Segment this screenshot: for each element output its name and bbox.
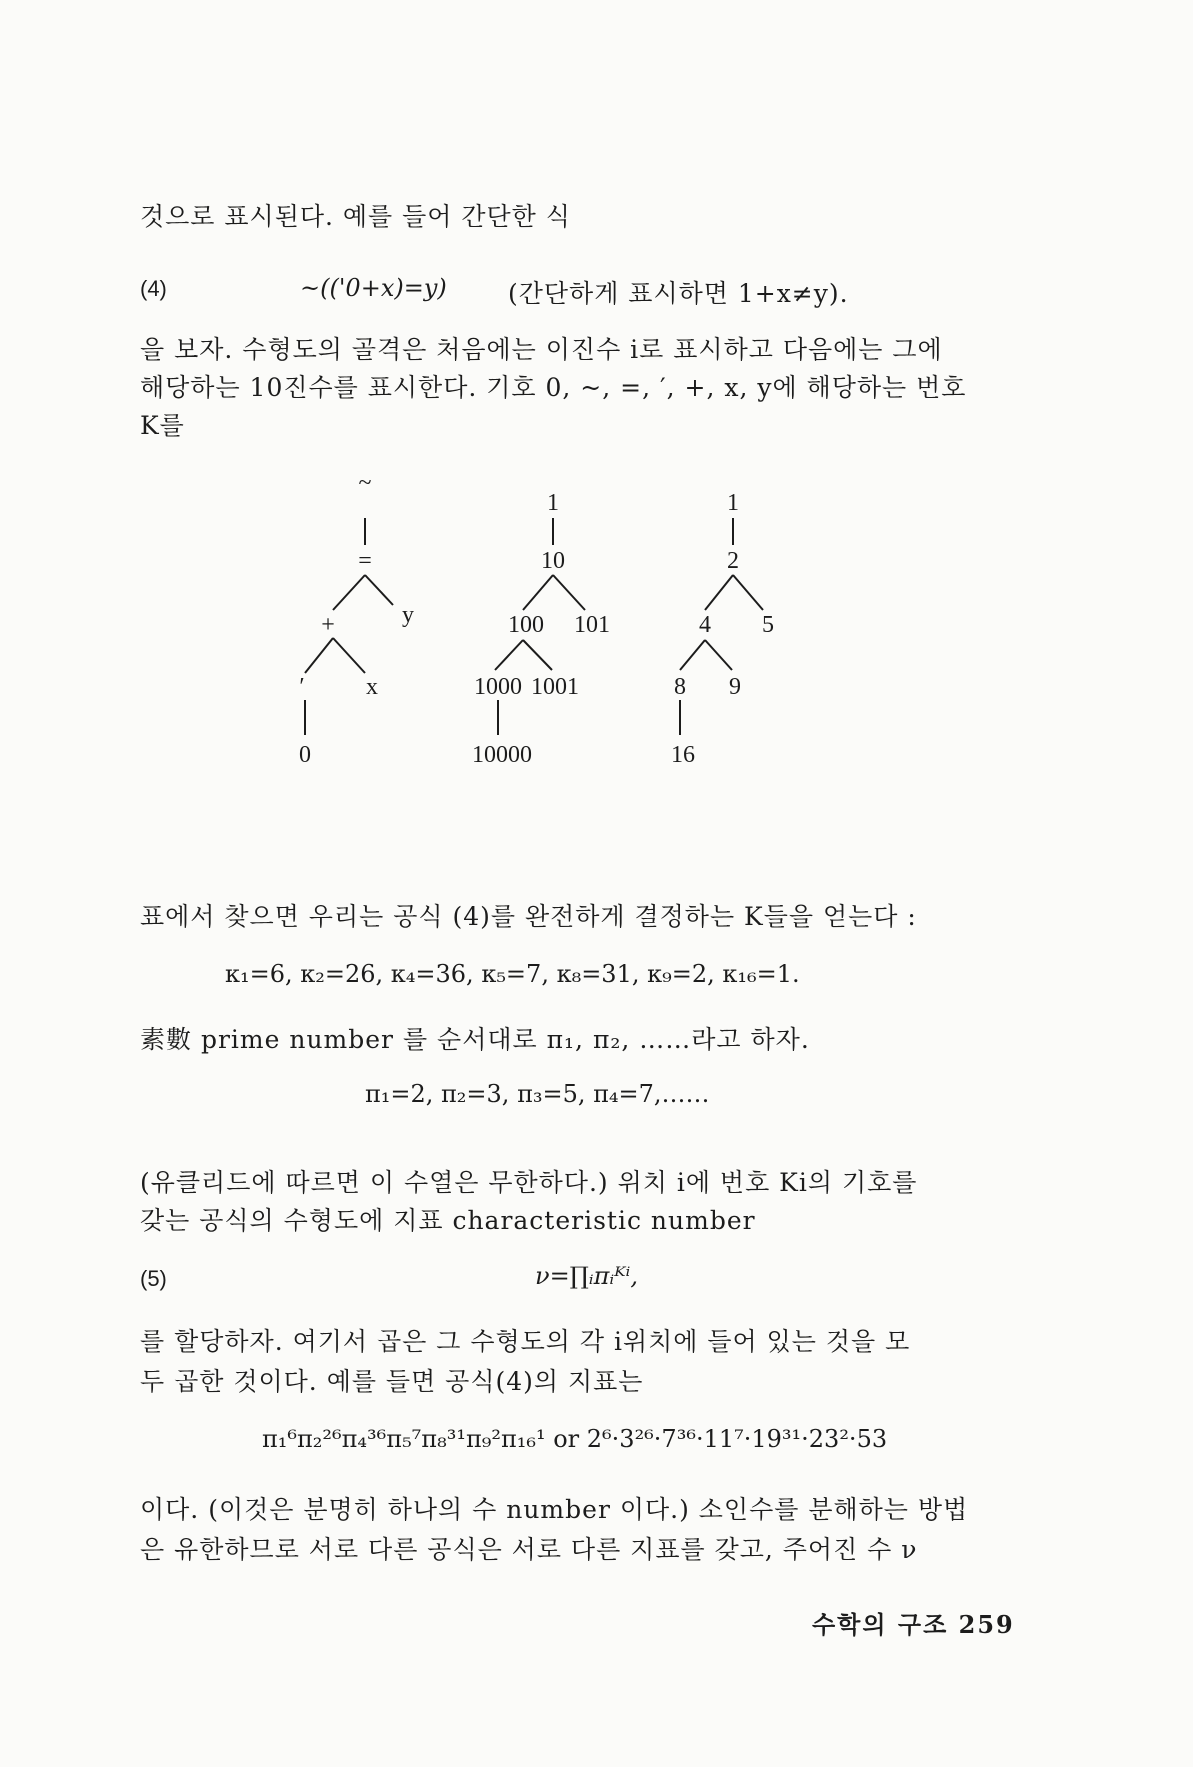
paragraph-6-line-2: 두 곱한 것이다. 예를 들면 공식(4)의 지표는 bbox=[140, 1367, 644, 1396]
tree2-10: 10 bbox=[541, 548, 565, 574]
tree3-9: 9 bbox=[729, 674, 741, 700]
equation-4-expression: ~(('0+x)=y) bbox=[300, 274, 447, 302]
paragraph-7-line-2: 은 유한하므로 서로 다른 공식은 서로 다른 지표를 갖고, 주어진 수 ν bbox=[140, 1535, 918, 1564]
equation-5-number: (5) bbox=[140, 1266, 167, 1291]
tree1-plus: + bbox=[321, 612, 335, 638]
tree1-y: y bbox=[402, 602, 414, 628]
paragraph-7-line-1: 이다. (이것은 분명히 하나의 수 number 이다.) 소인수를 분해하는 방법 bbox=[140, 1495, 969, 1524]
tree2-1001: 1001 bbox=[531, 674, 579, 700]
paragraph-3: 표에서 찾으면 우리는 공식 (4)를 완전하게 결정하는 K들을 얻는다 : bbox=[140, 902, 917, 931]
pi-values: π₁=2, π₂=3, π₃=5, π₄=7,…… bbox=[365, 1080, 710, 1108]
paragraph-2-line-3: K를 bbox=[140, 411, 185, 440]
equation-4-number: (4) bbox=[140, 276, 167, 301]
characteristic-product: π₁⁶π₂²⁶π₄³⁶π₅⁷π₈³¹π₉²π₁₆¹ or 2⁶·3²⁶·7³⁶·11⁷·19³¹·23²·53 bbox=[262, 1425, 888, 1453]
equation-5-expression: ν=∏ᵢπᵢᴷⁱ, bbox=[535, 1262, 638, 1290]
tree3-16: 16 bbox=[671, 742, 695, 768]
paragraph-5-line-1: (유클리드에 따르면 이 수열은 무한하다.) 위치 i에 번호 Ki의 기호를 bbox=[140, 1168, 918, 1197]
paragraph-1: 것으로 표시된다. 예를 들어 간단한 식 bbox=[140, 202, 571, 231]
tree1-root: ~ bbox=[358, 470, 372, 496]
tree3-5: 5 bbox=[762, 612, 774, 638]
tree-diagrams bbox=[280, 470, 840, 810]
paragraph-6-line-1: 를 할당하자. 여기서 곱은 그 수형도의 각 i위치에 들어 있는 것을 모 bbox=[140, 1327, 911, 1356]
tree2-100: 100 bbox=[508, 612, 544, 638]
paragraph-5-line-2: 갖는 공식의 수형도에 지표 characteristic number bbox=[140, 1206, 756, 1235]
paragraph-2-line-2: 해당하는 10진수를 표시한다. 기호 0, ~, =, ′, +, x, y에 해당하는 번호 bbox=[140, 373, 967, 402]
tree2-101: 101 bbox=[574, 612, 610, 638]
kappa-values: κ₁=6, κ₂=26, κ₄=36, κ₅=7, κ₈=31, κ₉=2, κ₁₆=1. bbox=[225, 960, 800, 988]
paragraph-2-line-1: 을 보자. 수형도의 골격은 처음에는 이진수 i로 표시하고 다음에는 그에 bbox=[140, 335, 943, 364]
tree3-8: 8 bbox=[674, 674, 686, 700]
tree2-1000: 1000 bbox=[474, 674, 522, 700]
paragraph-4: 素數 prime number 를 순서대로 π₁, π₂, ……라고 하자. bbox=[140, 1025, 810, 1054]
equation-4-note: (간단하게 표시하면 1+x≠y). bbox=[508, 279, 849, 308]
tree2-1: 1 bbox=[547, 490, 559, 516]
tree3-2: 2 bbox=[727, 548, 739, 574]
tree3-4: 4 bbox=[699, 612, 711, 638]
tree1-zero: 0 bbox=[299, 742, 311, 768]
page-footer: 수학의 구조 259 bbox=[812, 1610, 1015, 1639]
tree1-prime: ′ bbox=[299, 674, 305, 700]
tree1-x: x bbox=[366, 674, 378, 700]
tree1-equals: = bbox=[358, 548, 372, 574]
tree3-1: 1 bbox=[727, 490, 739, 516]
tree2-10000: 10000 bbox=[472, 742, 532, 768]
